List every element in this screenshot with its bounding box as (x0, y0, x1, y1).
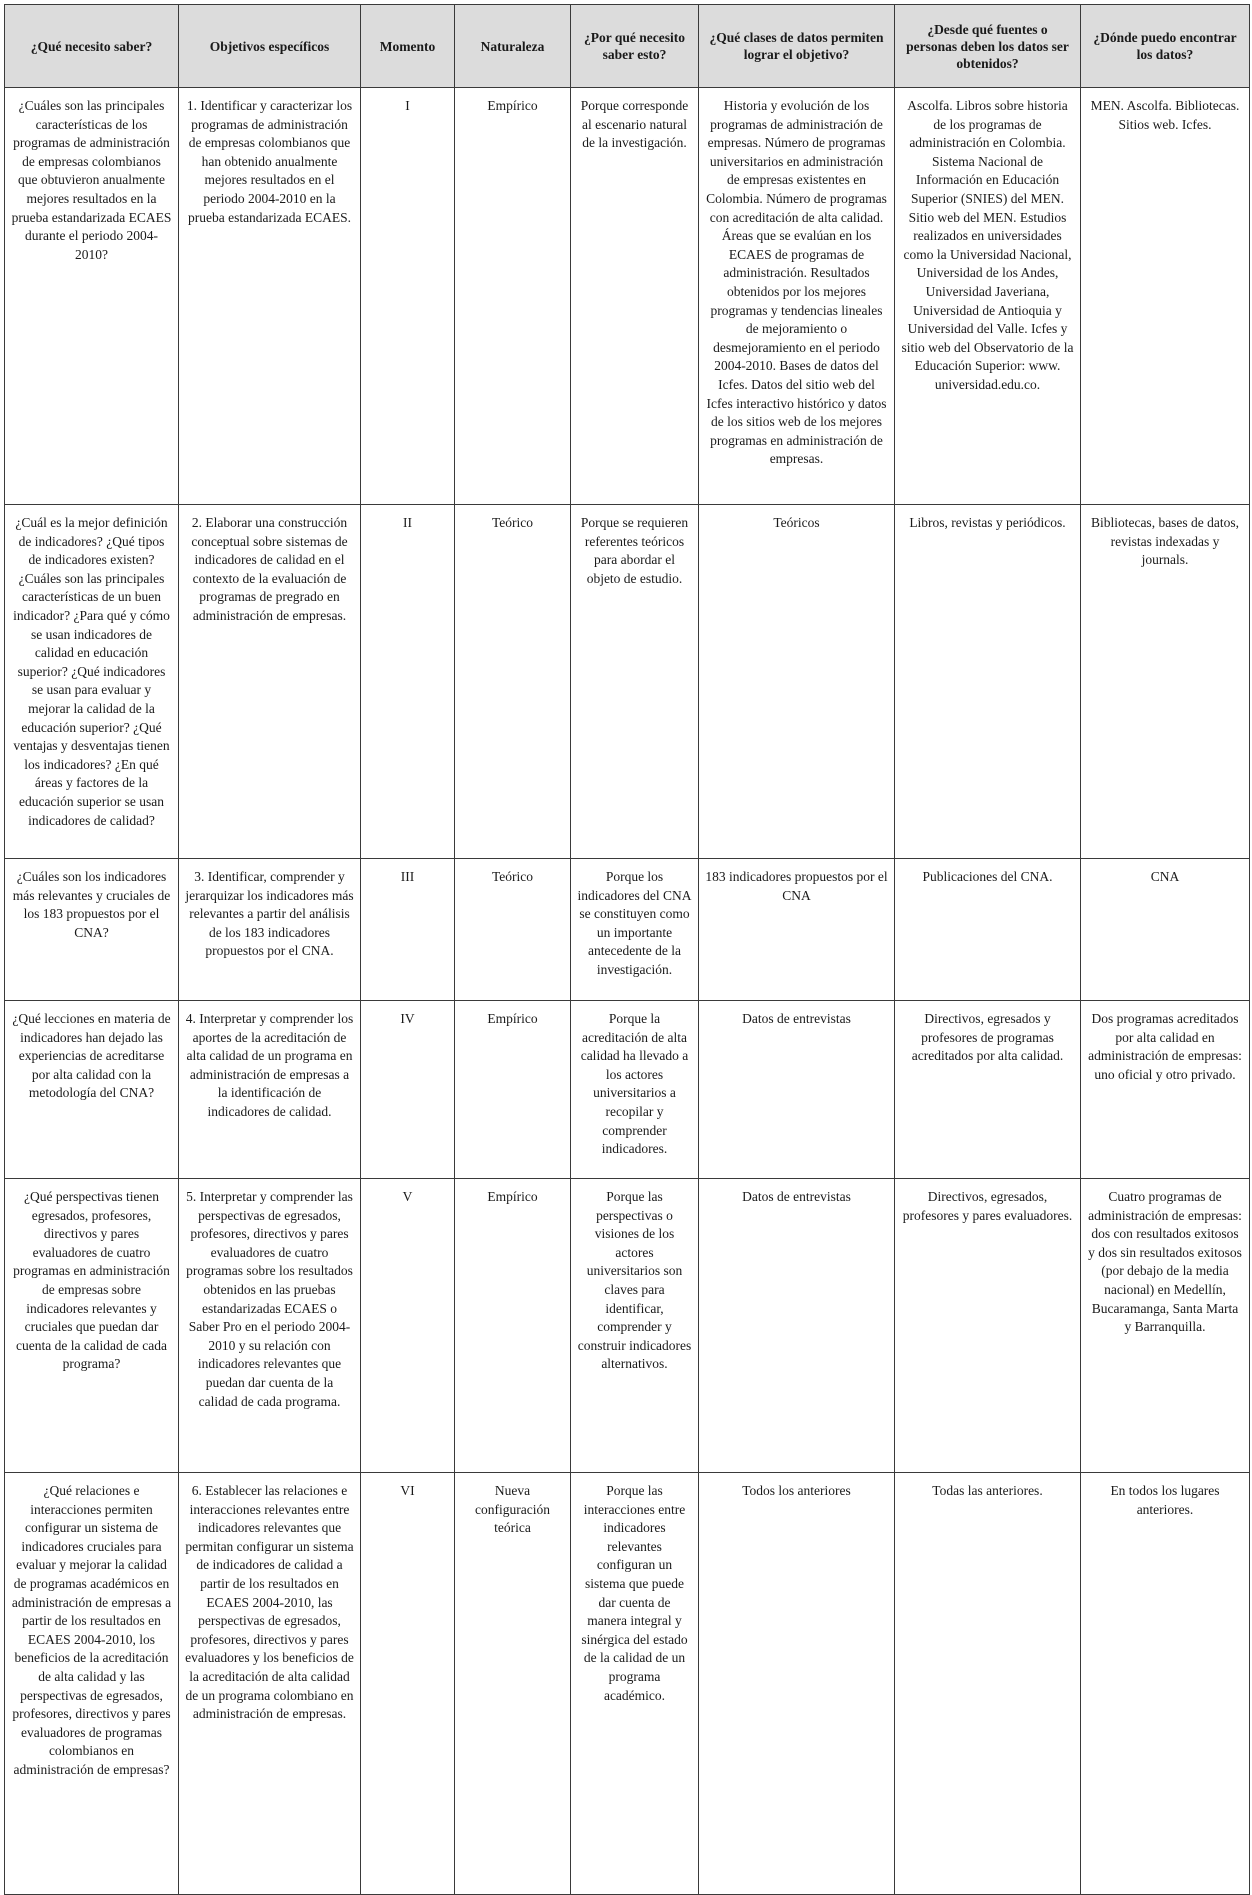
cell-sources: Directivos, egresados, profesores y pares evaluadores. (895, 1179, 1081, 1473)
table-row (5, 1179, 1250, 1473)
table-row (5, 1001, 1250, 1179)
cell-moment: VI (361, 1473, 455, 1895)
cell-nature: Empírico (455, 1001, 571, 1179)
cell-moment: II (361, 505, 455, 859)
cell-objective: 2. Elaborar una construcción conceptual sobre sistemas de indicadores de calidad en el contexto de la evaluación de programas de pregrado en administración de empresas. (179, 505, 361, 859)
cell-why: Porque corresponde al escenario natural de la investigación. (571, 88, 699, 505)
cell-question: ¿Cuál es la mejor definición de indicadores? ¿Qué tipos de indicadores existen? ¿Cuáles son las principales características de un buen indicador? ¿Para qué y cómo se usan indicadores de calidad en educación superior? ¿Qué indicadores se usan para evaluar y mejorar la calidad de la educación superior? ¿Qué ventajas y desventajas tienen los indicadores? ¿En qué áreas y factores de la educación superior se usan indicadores de calidad? (5, 505, 179, 859)
cell-sources: Ascolfa. Libros sobre historia de los programas de administración en Colombia. Sistema Nacional de Información en Educación Superior (SNIES) del MEN. Sitio web del MEN. Estudios realizados en universidades como la Universidad Nacional, Universidad de los Andes, Universidad Javeriana, Universidad de Antioquia y Universidad del Valle. Icfes y sitio web del Observatorio de la Educación Superior: www. universidad.edu.co. (895, 88, 1081, 505)
cell-data-classes: Datos de entrevistas (699, 1001, 895, 1179)
cell-why: Porque los indicadores del CNA se constituyen como un importante antecedente de la investigación. (571, 859, 699, 1001)
header-objetivos-especificos: Objetivos específicos (179, 5, 361, 88)
document-page (4, 4, 1249, 1895)
cell-question: ¿Cuáles son las principales características de los programas de administración de empresas colombianos que obtuvieron anualmente mejores resultados en la prueba estandarizada ECAES durante el periodo 2004-2010? (5, 88, 179, 505)
header-fuentes: ¿Desde qué fuentes o personas deben los datos ser obtenidos? (895, 5, 1081, 88)
cell-nature: Empírico (455, 88, 571, 505)
header-donde-encontrar: ¿Dónde puedo encontrar los datos? (1081, 5, 1250, 88)
table-row (5, 88, 1250, 505)
cell-question: ¿Qué lecciones en materia de indicadores han dejado las experiencias de acreditarse por alta calidad con la metodología del CNA? (5, 1001, 179, 1179)
cell-objective: 4. Interpretar y comprender los aportes de la acreditación de alta calidad de un programa en administración de empresas a la identificación de indicadores de calidad. (179, 1001, 361, 1179)
header-clases-de-datos: ¿Qué clases de datos permiten lograr el objetivo? (699, 5, 895, 88)
cell-moment: V (361, 1179, 455, 1473)
cell-sources: Libros, revistas y periódicos. (895, 505, 1081, 859)
cell-objective: 3. Identificar, comprender y jerarquizar los indicadores más relevantes a partir del análisis de los 183 indicadores propuestos por el CNA. (179, 859, 361, 1001)
cell-why: Porque las interacciones entre indicadores relevantes configuran un sistema que puede dar cuenta de manera integral y sinérgica del estado de la calidad de un programa académico. (571, 1473, 699, 1895)
header-naturaleza: Naturaleza (455, 5, 571, 88)
cell-question: ¿Qué perspectivas tienen egresados, profesores, directivos y pares evaluadores de cuatro programas en administración de empresas sobre indicadores relevantes y cruciales que puedan dar cuenta de la calidad de cada programa? (5, 1179, 179, 1473)
cell-data-classes: Datos de entrevistas (699, 1179, 895, 1473)
cell-where: En todos los lugares anteriores. (1081, 1473, 1250, 1895)
cell-moment: III (361, 859, 455, 1001)
cell-data-classes: Todos los anteriores (699, 1473, 895, 1895)
cell-nature: Nueva configuración teórica (455, 1473, 571, 1895)
table-row (5, 1473, 1250, 1895)
cell-where: MEN. Ascolfa. Bibliotecas. Sitios web. Icfes. (1081, 88, 1250, 505)
cell-data-classes: Historia y evolución de los programas de administración de empresas. Número de programas universitarios en administración de empresas existentes en Colombia. Número de programas con acreditación de alta calidad. Áreas que se evalúan en los ECAES de programas de administración. Resultados obtenidos por los mejores programas y tendencias lineales de mejoramiento o desmejoramiento en el periodo 2004-2010. Bases de datos del Icfes. Datos del sitio web del Icfes interactivo histórico y datos de los sitios web de los mejores programas en administración de empresas. (699, 88, 895, 505)
header-momento: Momento (361, 5, 455, 88)
research-matrix-table (4, 4, 1250, 1895)
header-por-que: ¿Por qué necesito saber esto? (571, 5, 699, 88)
cell-why: Porque se requieren referentes teóricos para abordar el objeto de estudio. (571, 505, 699, 859)
cell-where: Bibliotecas, bases de datos, revistas indexadas y journals. (1081, 505, 1250, 859)
cell-objective: 5. Interpretar y comprender las perspectivas de egresados, profesores, directivos y pares evaluadores de cuatro programas sobre los resultados obtenidos en las pruebas estandarizadas ECAES o Saber Pro en el periodo 2004-2010 y su relación con indicadores relevantes que puedan dar cuenta de la calidad de cada programa. (179, 1179, 361, 1473)
cell-sources: Publicaciones del CNA. (895, 859, 1081, 1001)
cell-sources: Directivos, egresados y profesores de programas acreditados por alta calidad. (895, 1001, 1081, 1179)
cell-objective: 6. Establecer las relaciones e interacciones relevantes entre indicadores relevantes que permitan configurar un sistema de indicadores de calidad a partir de los resultados en ECAES 2004-2010, las perspectivas de egresados, profesores, directivos y pares evaluadores y los beneficios de la acreditación de alta calidad de un programa colombiano en administración de empresas. (179, 1473, 361, 1895)
cell-question: ¿Qué relaciones e interacciones permiten configurar un sistema de indicadores cruciales para evaluar y mejorar la calidad de programas académicos en administración de empresas a partir de los resultados en ECAES 2004-2010, los beneficios de la acreditación de alta calidad y las perspectivas de egresados, profesores, directivos y pares evaluadores de programas colombianos en administración de empresas? (5, 1473, 179, 1895)
cell-where: Cuatro programas de administración de empresas: dos con resultados exitosos y dos sin resultados exitosos (por debajo de la media nacional) en Medellín, Bucaramanga, Santa Marta y Barranquilla. (1081, 1179, 1250, 1473)
cell-where: Dos programas acreditados por alta calidad en administración de empresas: uno oficial y otro privado. (1081, 1001, 1250, 1179)
cell-nature: Teórico (455, 859, 571, 1001)
cell-objective: 1. Identificar y caracterizar los programas de administración de empresas colombianos que han obtenido anualmente mejores resultados en el periodo 2004-2010 en la prueba estandarizada ECAES. (179, 88, 361, 505)
cell-question: ¿Cuáles son los indicadores más relevantes y cruciales de los 183 propuestos por el CNA? (5, 859, 179, 1001)
cell-moment: IV (361, 1001, 455, 1179)
cell-data-classes: 183 indicadores propuestos por el CNA (699, 859, 895, 1001)
cell-data-classes: Teóricos (699, 505, 895, 859)
table-row (5, 859, 1250, 1001)
table-row (5, 505, 1250, 859)
cell-nature: Teórico (455, 505, 571, 859)
cell-moment: I (361, 88, 455, 505)
cell-nature: Empírico (455, 1179, 571, 1473)
cell-sources: Todas las anteriores. (895, 1473, 1081, 1895)
cell-where: CNA (1081, 859, 1250, 1001)
cell-why: Porque la acreditación de alta calidad ha llevado a los actores universitarios a recopilar y comprender indicadores. (571, 1001, 699, 1179)
cell-why: Porque las perspectivas o visiones de los actores universitarios son claves para identificar, comprender y construir indicadores alternativos. (571, 1179, 699, 1473)
header-row (5, 5, 1250, 88)
header-que-necesito-saber: ¿Qué necesito saber? (5, 5, 179, 88)
